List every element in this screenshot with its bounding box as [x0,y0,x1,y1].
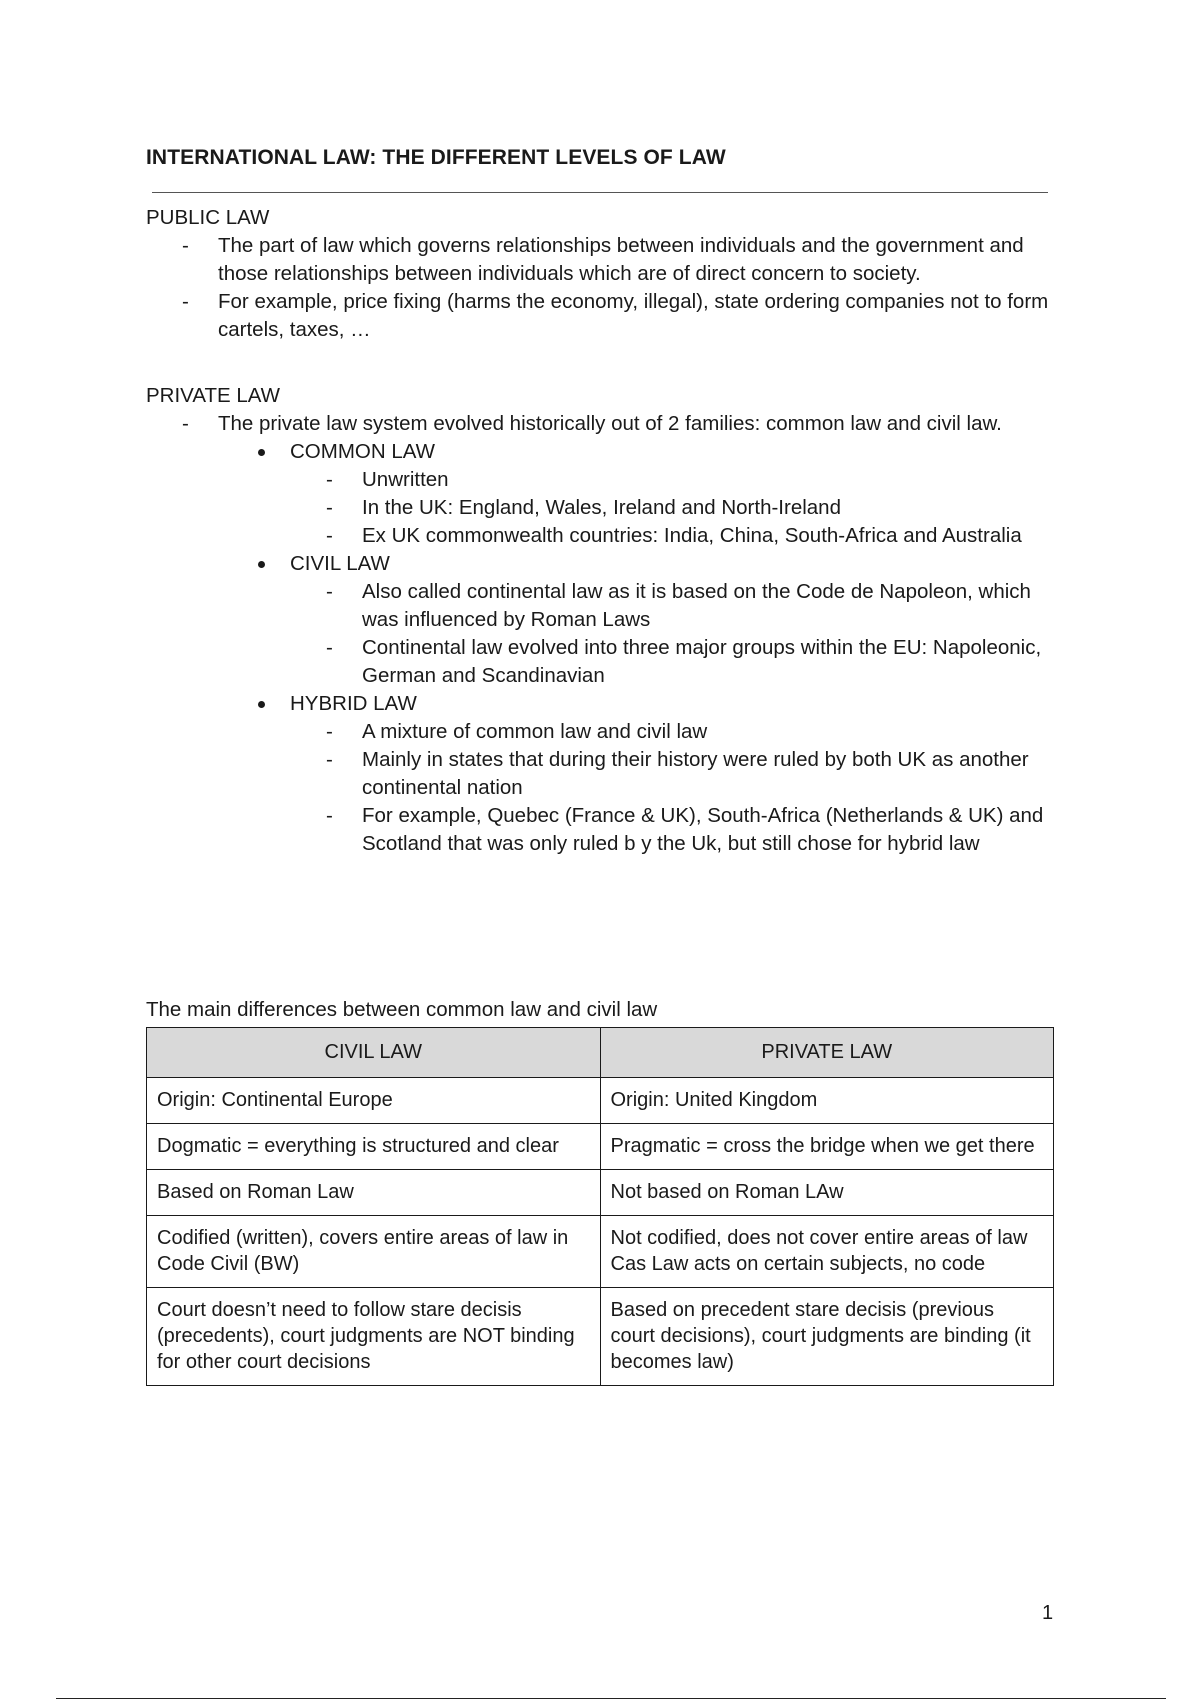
table-cell [600,1124,1054,1170]
comparison-table [146,1027,1054,1386]
private-law-heading: PRIVATE LAW [146,384,281,407]
table-cell [147,1124,601,1170]
table-cell [600,1216,1054,1288]
list-item: - Also called continental law as it is based on the Code de Napoleon, which was influenced by Roman Laws [290,578,1046,634]
table-cell [147,1216,601,1288]
table-header-civil: CIVIL LAW [147,1028,601,1078]
list-item: - The part of law which governs relationships between individuals and the government and those relationships between individuals which are of direct concern to society. [146,232,1056,288]
public-law-list [146,232,1056,344]
law-families-list [218,438,1046,858]
table-cell [147,1288,601,1386]
cell-text: Cas Law acts on certain subjects, no code [610,1253,986,1275]
table-row [147,1288,1054,1386]
law-family-hybrid [218,690,1046,858]
table-row [147,1170,1054,1216]
law-family-civil [218,550,1046,690]
public-law-section [146,204,1056,344]
law-family-common [218,438,1046,550]
list-item: - Ex UK commonwealth countries: India, China, South-Africa and Australia [290,522,1046,550]
cell-text: Not based on Roman LAw [610,1181,844,1203]
table-header-row [147,1028,1054,1078]
list-item: - In the UK: England, Wales, Ireland and North-Ireland [290,494,1046,522]
table-cell [600,1288,1054,1386]
table-row [147,1216,1054,1288]
cell-text: Codified (written), covers entire areas of law in Code Civil (BW) [157,1227,569,1275]
list-item: - Mainly in states that during their history were ruled by both UK as another continental nation [290,746,1046,802]
cell-text: Based on Roman Law [157,1181,354,1203]
cell-text: Dogmatic = everything is structured and clear [157,1135,559,1157]
footer-divider [56,1698,1166,1699]
table-row [147,1078,1054,1124]
cell-text: Pragmatic = cross the bridge when we get there [610,1135,1035,1157]
hybrid-law-points [290,718,1046,858]
law-family-name: HYBRID LAW [290,692,417,715]
private-law-intro-text: The private law system evolved historically out of 2 families: common law and civil law. [218,412,1002,435]
law-family-name: CIVIL LAW [290,552,390,575]
list-item: - For example, Quebec (France & UK), South-Africa (Netherlands & UK) and Scotland that was only ruled b y the Uk, but still chose for hybrid law [290,802,1046,858]
list-item: - Unwritten [290,466,1046,494]
document-title: INTERNATIONAL LAW: THE DIFFERENT LEVELS OF LAW [146,146,726,169]
table-row [147,1124,1054,1170]
table-caption: The main differences between common law and civil law [146,998,658,1021]
page-number: 1 [1042,1602,1054,1624]
cell-text: Based on precedent stare decisis (previous court decisions), court judgments are binding (it becomes law) [610,1299,1031,1373]
list-item: - A mixture of common law and civil law [290,718,1046,746]
law-family-name: COMMON LAW [290,440,436,463]
civil-law-points [290,578,1046,690]
private-law-list [146,410,1046,858]
cell-text: Court doesn’t need to follow stare decisis (precedents), court judgments are NOT binding for other court decisions [157,1299,575,1373]
title-divider [152,192,1048,193]
table-header-private: PRIVATE LAW [600,1028,1054,1078]
list-item: - Continental law evolved into three major groups within the EU: Napoleonic, German and Scandinavian [290,634,1046,690]
cell-text: Origin: Continental Europe [157,1089,393,1111]
private-law-section [146,382,1046,858]
common-law-points [290,466,1046,550]
private-law-intro [146,410,1046,858]
table-cell [147,1078,601,1124]
table-cell [147,1170,601,1216]
table-cell [600,1078,1054,1124]
cell-text: Not codified, does not cover entire areas of law [610,1227,1028,1249]
cell-text: Origin: United Kingdom [610,1089,818,1111]
table-cell [600,1170,1054,1216]
list-item: - For example, price fixing (harms the economy, illegal), state ordering companies not to form cartels, taxes, … [146,288,1056,344]
public-law-heading: PUBLIC LAW [146,206,270,229]
